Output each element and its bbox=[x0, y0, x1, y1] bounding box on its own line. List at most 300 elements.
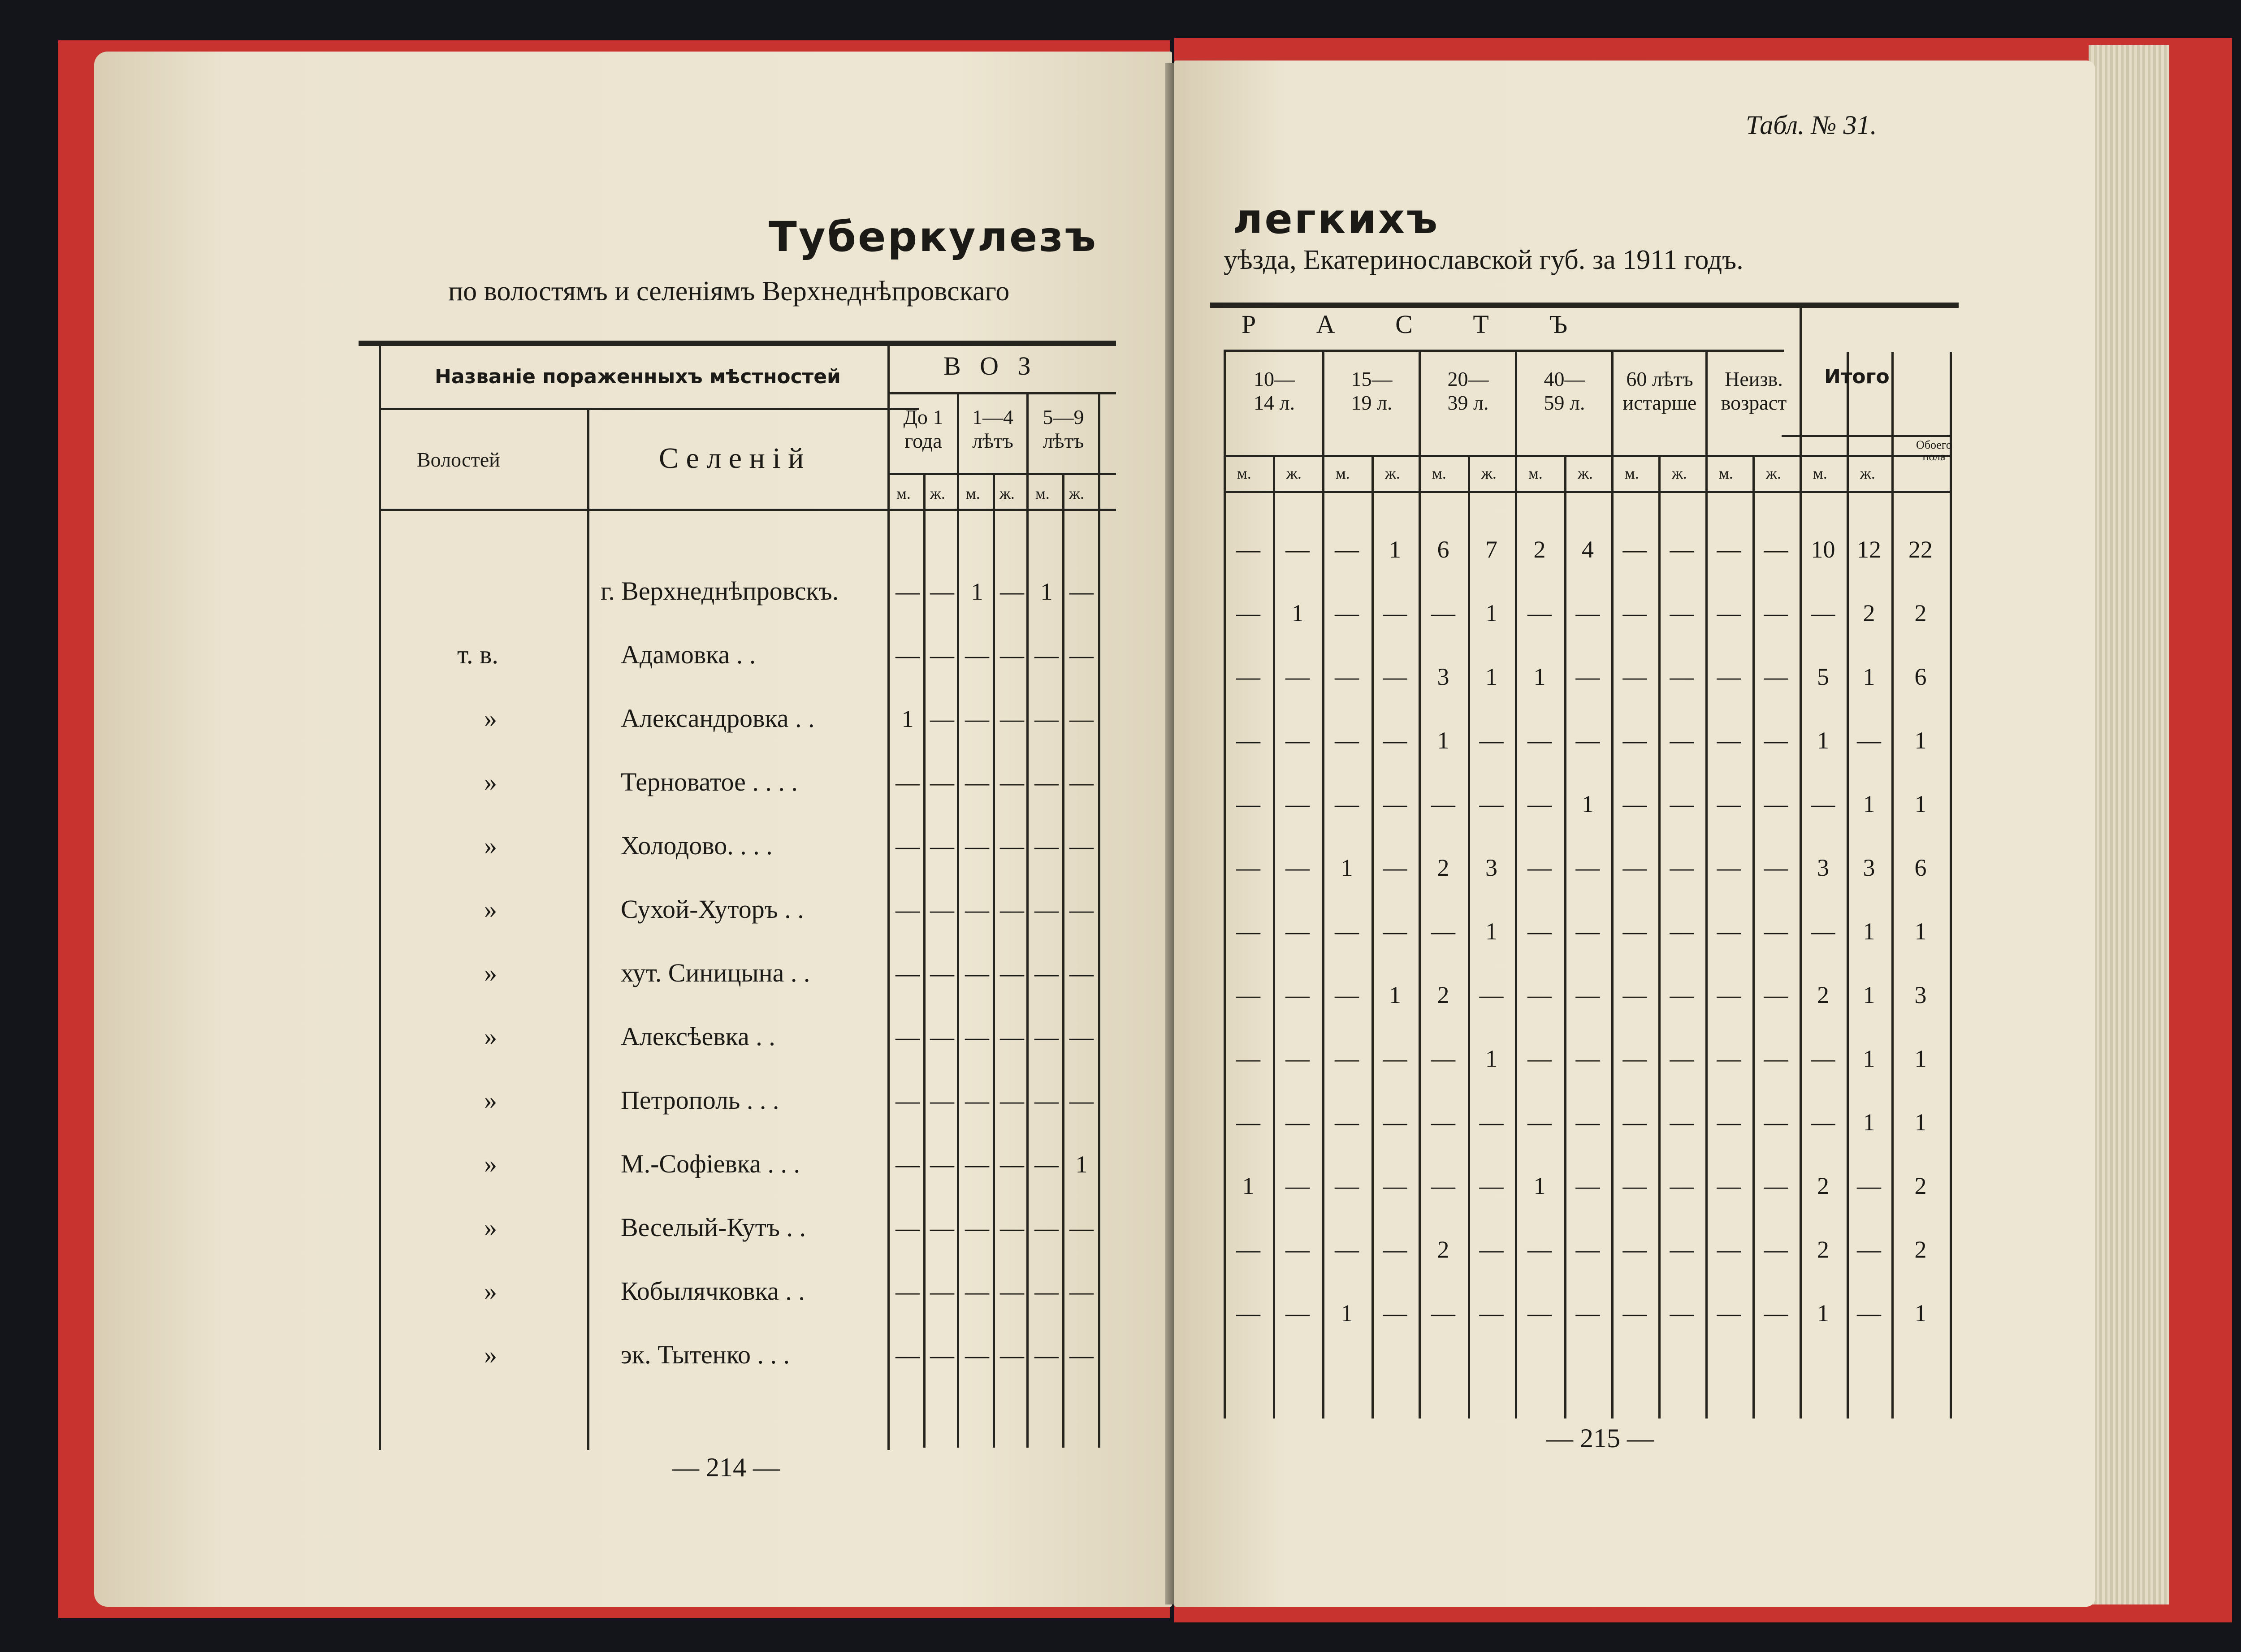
value-cell: — bbox=[1622, 536, 1647, 563]
total-cell: — bbox=[1811, 600, 1835, 627]
value-cell: 1 bbox=[1485, 1045, 1497, 1072]
value-cell: — bbox=[1335, 600, 1359, 627]
value-cell: — bbox=[930, 1087, 954, 1114]
value-cell: — bbox=[930, 896, 954, 923]
value-cell: — bbox=[1717, 854, 1741, 881]
total-cell: 1 bbox=[1863, 663, 1875, 690]
value-cell: — bbox=[1670, 727, 1694, 754]
value-cell: — bbox=[965, 833, 989, 860]
value-cell: — bbox=[1764, 1109, 1788, 1136]
value-cell: 1 bbox=[971, 578, 983, 605]
value-cell: — bbox=[1236, 1300, 1260, 1327]
sex-label: ж. bbox=[1578, 464, 1593, 482]
value-cell: — bbox=[1670, 854, 1694, 881]
value-cell: — bbox=[1431, 1172, 1455, 1199]
village-cell: Адамовка . . bbox=[621, 640, 756, 669]
value-cell: — bbox=[1335, 1109, 1359, 1136]
volost-cell: » bbox=[484, 1022, 497, 1051]
value-cell: — bbox=[1764, 1236, 1788, 1263]
value-cell: — bbox=[896, 1024, 920, 1051]
value-cell: — bbox=[1069, 578, 1094, 605]
value-cell: — bbox=[896, 1342, 920, 1369]
value-cell: 1 bbox=[1437, 727, 1449, 754]
page-edges bbox=[2089, 45, 2169, 1604]
value-cell: — bbox=[1285, 982, 1310, 1008]
value-cell: — bbox=[1527, 1109, 1552, 1136]
value-cell: — bbox=[1000, 896, 1024, 923]
value-cell: — bbox=[896, 1278, 920, 1305]
value-cell: — bbox=[1717, 727, 1741, 754]
header-age-col-1: 15— 19 л. bbox=[1351, 368, 1393, 414]
page-subtitle-continued: уѣзда, Екатеринославской губ. за 1911 годъ. bbox=[1224, 245, 1743, 275]
sex-label: м. bbox=[1237, 464, 1251, 482]
value-cell: — bbox=[1069, 1024, 1094, 1051]
value-cell: — bbox=[896, 1087, 920, 1114]
value-cell: — bbox=[1383, 918, 1407, 945]
value-cell: 1 bbox=[1389, 536, 1401, 563]
value-cell: — bbox=[1479, 1236, 1504, 1263]
value-cell: — bbox=[1622, 727, 1647, 754]
total-cell: 2 bbox=[1817, 1236, 1829, 1263]
value-cell: — bbox=[1717, 1109, 1741, 1136]
value-cell: 1 bbox=[1485, 600, 1497, 627]
value-cell: — bbox=[1527, 1300, 1552, 1327]
value-cell: — bbox=[1335, 727, 1359, 754]
header-age-suffix: Р А С Т Ъ bbox=[1242, 310, 1595, 339]
value-cell: — bbox=[1717, 982, 1741, 1008]
value-cell: — bbox=[1000, 1278, 1024, 1305]
value-cell: — bbox=[1000, 1215, 1024, 1241]
sex-label: м. bbox=[1813, 464, 1827, 482]
value-cell: — bbox=[1000, 1024, 1024, 1051]
value-cell: — bbox=[1285, 1045, 1310, 1072]
village-cell: М.-Софiевка . . . bbox=[621, 1149, 800, 1178]
value-cell: — bbox=[1479, 791, 1504, 817]
total-cell: 2 bbox=[1863, 600, 1875, 627]
value-cell: 1 bbox=[1485, 918, 1497, 945]
value-cell: — bbox=[1000, 642, 1024, 669]
value-cell: — bbox=[1527, 918, 1552, 945]
village-cell: хут. Синицына . . bbox=[621, 958, 810, 987]
value-cell: — bbox=[930, 1215, 954, 1241]
value-cell: 4 bbox=[1582, 536, 1594, 563]
table-top-rule bbox=[359, 341, 1116, 346]
header-age-col-2: 5—9 лѣтъ bbox=[1043, 406, 1084, 452]
value-cell: — bbox=[1034, 1024, 1059, 1051]
value-cell: — bbox=[1764, 918, 1788, 945]
value-cell: — bbox=[896, 960, 920, 987]
page-title-continued: легкихъ bbox=[1233, 195, 1440, 243]
total-cell: 6 bbox=[1914, 854, 1927, 881]
header-age-col-0: 10— 14 л. bbox=[1254, 368, 1295, 414]
value-cell: — bbox=[1000, 705, 1024, 732]
value-cell: — bbox=[1285, 791, 1310, 817]
total-cell: — bbox=[1811, 791, 1835, 817]
value-cell: 1 bbox=[1341, 854, 1353, 881]
village-cell: Веселый-Кутъ . . bbox=[621, 1213, 806, 1242]
value-cell: — bbox=[1285, 663, 1310, 690]
value-cell: — bbox=[1764, 600, 1788, 627]
volost-cell: » bbox=[484, 1213, 497, 1242]
value-cell: — bbox=[1034, 1342, 1059, 1369]
value-cell: — bbox=[930, 642, 954, 669]
value-cell: — bbox=[1575, 982, 1600, 1008]
value-cell: — bbox=[1527, 1045, 1552, 1072]
total-cell: 1 bbox=[1863, 791, 1875, 817]
total-cell: 2 bbox=[1817, 982, 1829, 1008]
value-cell: — bbox=[1000, 578, 1024, 605]
value-cell: — bbox=[1527, 854, 1552, 881]
value-cell: — bbox=[1236, 854, 1260, 881]
header-age-col-3: 40— 59 л. bbox=[1544, 368, 1585, 414]
value-cell: — bbox=[1764, 1172, 1788, 1199]
value-cell: — bbox=[1034, 960, 1059, 987]
value-cell: — bbox=[896, 833, 920, 860]
left-page bbox=[94, 52, 1172, 1607]
village-cell: Сухой-Хуторъ . . bbox=[621, 895, 804, 924]
value-cell: — bbox=[1717, 1172, 1741, 1199]
value-cell: — bbox=[1383, 1236, 1407, 1263]
value-cell: — bbox=[1034, 769, 1059, 796]
value-cell: — bbox=[930, 1024, 954, 1051]
value-cell: — bbox=[1069, 833, 1094, 860]
value-cell: — bbox=[1431, 918, 1455, 945]
volost-cell: т. в. bbox=[457, 640, 498, 669]
total-cell: 1 bbox=[1863, 1109, 1875, 1136]
value-cell: — bbox=[1236, 982, 1260, 1008]
value-cell: — bbox=[965, 642, 989, 669]
volost-cell: » bbox=[484, 704, 497, 733]
value-cell: — bbox=[896, 769, 920, 796]
value-cell: — bbox=[1069, 1087, 1094, 1114]
value-cell: — bbox=[1000, 833, 1024, 860]
value-cell: — bbox=[1717, 536, 1741, 563]
total-cell: — bbox=[1857, 727, 1881, 754]
value-cell: — bbox=[896, 896, 920, 923]
value-cell: — bbox=[1670, 536, 1694, 563]
value-cell: — bbox=[1764, 791, 1788, 817]
value-cell: — bbox=[930, 833, 954, 860]
table-top-rule bbox=[1210, 303, 1959, 308]
value-cell: — bbox=[1383, 727, 1407, 754]
value-cell: — bbox=[1000, 960, 1024, 987]
total-cell: 3 bbox=[1914, 982, 1927, 1008]
value-cell: — bbox=[1034, 1151, 1059, 1178]
value-cell: — bbox=[1670, 1300, 1694, 1327]
sex-label: ж. bbox=[1385, 464, 1400, 482]
village-cell: г. Верхнеднѣпровскъ. bbox=[601, 576, 839, 605]
value-cell: — bbox=[1670, 1109, 1694, 1136]
value-cell: — bbox=[1285, 1236, 1310, 1263]
total-cell: 1 bbox=[1914, 791, 1927, 817]
value-cell: — bbox=[1000, 769, 1024, 796]
value-cell: — bbox=[1335, 1236, 1359, 1263]
value-cell: — bbox=[1622, 982, 1647, 1008]
total-cell: 1 bbox=[1863, 982, 1875, 1008]
value-cell: — bbox=[1034, 642, 1059, 669]
village-cell: Терноватое . . . . bbox=[621, 767, 798, 796]
sex-label: ж. bbox=[1672, 464, 1687, 482]
value-cell: — bbox=[1527, 1236, 1552, 1263]
value-cell: — bbox=[1764, 982, 1788, 1008]
village-cell: Холодово. . . . bbox=[621, 831, 773, 860]
value-cell: — bbox=[1527, 727, 1552, 754]
value-cell: — bbox=[930, 705, 954, 732]
value-cell: — bbox=[896, 578, 920, 605]
value-cell: — bbox=[1069, 705, 1094, 732]
value-cell: — bbox=[1383, 1172, 1407, 1199]
value-cell: — bbox=[930, 960, 954, 987]
value-cell: — bbox=[1431, 1045, 1455, 1072]
value-cell: — bbox=[1670, 1236, 1694, 1263]
value-cell: — bbox=[1431, 1109, 1455, 1136]
value-cell: — bbox=[1069, 1342, 1094, 1369]
total-cell: 1 bbox=[1914, 727, 1927, 754]
sex-label: ж. bbox=[1860, 464, 1875, 482]
value-cell: — bbox=[1335, 663, 1359, 690]
total-cell: 2 bbox=[1914, 1172, 1927, 1199]
value-cell: — bbox=[1717, 1045, 1741, 1072]
value-cell: — bbox=[1717, 918, 1741, 945]
value-cell: 2 bbox=[1437, 1236, 1449, 1263]
total-cell: 12 bbox=[1857, 536, 1881, 563]
value-cell: — bbox=[1479, 1109, 1504, 1136]
value-cell: 1 bbox=[1291, 600, 1304, 627]
volost-cell: » bbox=[484, 958, 497, 987]
value-cell: — bbox=[930, 1151, 954, 1178]
value-cell: — bbox=[1383, 791, 1407, 817]
value-cell: — bbox=[1034, 1215, 1059, 1241]
value-cell: — bbox=[1622, 663, 1647, 690]
sex-label: м. bbox=[896, 484, 911, 502]
value-cell: 1 bbox=[1389, 982, 1401, 1008]
volost-cell: » bbox=[484, 767, 497, 796]
header-places: Названiе пораженныхъ мѣстностей bbox=[435, 365, 841, 388]
value-cell: — bbox=[1285, 854, 1310, 881]
value-cell: — bbox=[1431, 1300, 1455, 1327]
value-cell: — bbox=[1285, 1172, 1310, 1199]
value-cell: 6 bbox=[1437, 536, 1449, 563]
value-cell: — bbox=[1575, 918, 1600, 945]
village-cell: Кобылячковка . . bbox=[621, 1276, 805, 1306]
value-cell: — bbox=[1764, 727, 1788, 754]
header-total: Итого bbox=[1824, 365, 1890, 388]
value-cell: — bbox=[1383, 854, 1407, 881]
value-cell: — bbox=[1285, 918, 1310, 945]
total-cell: 2 bbox=[1817, 1172, 1829, 1199]
total-cell: 1 bbox=[1863, 918, 1875, 945]
value-cell: — bbox=[1622, 854, 1647, 881]
value-cell: — bbox=[1236, 600, 1260, 627]
value-cell: — bbox=[1575, 663, 1600, 690]
value-cell: — bbox=[896, 1151, 920, 1178]
volost-cell: » bbox=[484, 1085, 497, 1115]
sex-label: м. bbox=[1035, 484, 1050, 502]
sex-label: ж. bbox=[1069, 484, 1084, 502]
value-cell: — bbox=[1335, 536, 1359, 563]
value-cell: — bbox=[1575, 727, 1600, 754]
value-cell: — bbox=[1670, 918, 1694, 945]
value-cell: — bbox=[1764, 854, 1788, 881]
total-cell: 1 bbox=[1914, 1045, 1927, 1072]
value-cell: — bbox=[1335, 918, 1359, 945]
value-cell: — bbox=[1575, 600, 1600, 627]
sex-label: м. bbox=[1625, 464, 1639, 482]
value-cell: — bbox=[1236, 918, 1260, 945]
value-cell: — bbox=[1236, 1236, 1260, 1263]
value-cell: — bbox=[1764, 1300, 1788, 1327]
total-cell: 3 bbox=[1817, 854, 1829, 881]
value-cell: — bbox=[1069, 960, 1094, 987]
value-cell: — bbox=[1236, 727, 1260, 754]
value-cell: — bbox=[965, 1024, 989, 1051]
total-cell: 6 bbox=[1914, 663, 1927, 690]
value-cell: — bbox=[896, 642, 920, 669]
sex-label: м. bbox=[1719, 464, 1733, 482]
value-cell: 1 bbox=[1075, 1151, 1088, 1178]
total-cell: 2 bbox=[1914, 1236, 1927, 1263]
value-cell: — bbox=[1034, 1278, 1059, 1305]
village-cell: Петрополь . . . bbox=[621, 1085, 779, 1115]
value-cell: — bbox=[1575, 1109, 1600, 1136]
value-cell: — bbox=[930, 1278, 954, 1305]
sex-label: м. bbox=[1432, 464, 1446, 482]
sex-label: ж. bbox=[1286, 464, 1302, 482]
value-cell: — bbox=[965, 1087, 989, 1114]
total-cell: 10 bbox=[1811, 536, 1835, 563]
total-cell: 1 bbox=[1817, 1300, 1829, 1327]
value-cell: — bbox=[965, 1215, 989, 1241]
value-cell: — bbox=[930, 578, 954, 605]
value-cell: — bbox=[1236, 663, 1260, 690]
value-cell: 1 bbox=[1582, 791, 1594, 817]
value-cell: 7 bbox=[1485, 536, 1497, 563]
sex-label: ж. bbox=[1766, 464, 1781, 482]
value-cell: — bbox=[1383, 1300, 1407, 1327]
value-cell: 3 bbox=[1437, 663, 1449, 690]
total-cell: 2 bbox=[1914, 600, 1927, 627]
value-cell: — bbox=[1383, 600, 1407, 627]
value-cell: 1 bbox=[1341, 1300, 1353, 1327]
value-cell: — bbox=[1069, 769, 1094, 796]
value-cell: 1 bbox=[901, 705, 914, 732]
value-cell: — bbox=[1335, 982, 1359, 1008]
value-cell: 1 bbox=[1242, 1172, 1255, 1199]
total-cell: 1 bbox=[1914, 1109, 1927, 1136]
value-cell: 2 bbox=[1437, 982, 1449, 1008]
value-cell: — bbox=[1034, 896, 1059, 923]
value-cell: — bbox=[1000, 1087, 1024, 1114]
value-cell: — bbox=[1285, 536, 1310, 563]
value-cell: — bbox=[1335, 1045, 1359, 1072]
value-cell: 2 bbox=[1437, 854, 1449, 881]
value-cell: — bbox=[1527, 791, 1552, 817]
sex-label: м. bbox=[1336, 464, 1350, 482]
village-cell: эк. Тытенко . . . bbox=[621, 1340, 790, 1369]
value-cell: — bbox=[1670, 1045, 1694, 1072]
total-cell: — bbox=[1857, 1300, 1881, 1327]
value-cell: — bbox=[965, 1151, 989, 1178]
value-cell: — bbox=[1575, 1172, 1600, 1199]
value-cell: — bbox=[1034, 1087, 1059, 1114]
value-cell: — bbox=[965, 896, 989, 923]
value-cell: — bbox=[1622, 918, 1647, 945]
sex-label: ж. bbox=[1481, 464, 1497, 482]
sex-label: м. bbox=[1528, 464, 1543, 482]
value-cell: — bbox=[1000, 1151, 1024, 1178]
value-cell: — bbox=[1000, 1342, 1024, 1369]
value-cell: — bbox=[1670, 982, 1694, 1008]
value-cell: — bbox=[1527, 600, 1552, 627]
table-number: Табл. № 31. bbox=[1746, 110, 1877, 140]
value-cell: — bbox=[1034, 833, 1059, 860]
value-cell: — bbox=[1479, 727, 1504, 754]
value-cell: — bbox=[1335, 791, 1359, 817]
volost-cell: » bbox=[484, 1340, 497, 1369]
value-cell: — bbox=[1236, 791, 1260, 817]
value-cell: — bbox=[1670, 791, 1694, 817]
value-cell: — bbox=[1622, 600, 1647, 627]
value-cell: — bbox=[1622, 791, 1647, 817]
value-cell: — bbox=[1431, 600, 1455, 627]
value-cell: — bbox=[965, 769, 989, 796]
value-cell: — bbox=[1575, 1236, 1600, 1263]
value-cell: — bbox=[965, 1342, 989, 1369]
value-cell: — bbox=[1069, 1215, 1094, 1241]
total-cell: 1 bbox=[1914, 918, 1927, 945]
sex-label: ж. bbox=[999, 484, 1015, 502]
volost-cell: » bbox=[484, 1276, 497, 1306]
value-cell: — bbox=[1764, 536, 1788, 563]
village-cell: Алексѣевка . . bbox=[621, 1022, 775, 1051]
total-cell: — bbox=[1811, 918, 1835, 945]
total-cell: — bbox=[1857, 1236, 1881, 1263]
value-cell: — bbox=[1383, 1109, 1407, 1136]
header-age-col-1: 1—4 лѣтъ bbox=[972, 406, 1013, 452]
value-cell: — bbox=[1717, 600, 1741, 627]
sex-label: ж. bbox=[930, 484, 945, 502]
total-cell: 22 bbox=[1908, 536, 1933, 563]
value-cell: — bbox=[1383, 663, 1407, 690]
header-selo: С е л е н i й bbox=[659, 442, 804, 475]
value-cell: — bbox=[1431, 791, 1455, 817]
header-both-sexes: Обоего пола bbox=[1916, 438, 1952, 463]
value-cell: 3 bbox=[1485, 854, 1497, 881]
total-cell: — bbox=[1811, 1109, 1835, 1136]
value-cell: — bbox=[1717, 1236, 1741, 1263]
header-age-col-0: До 1 года bbox=[903, 406, 943, 452]
village-cell: Александровка . . bbox=[621, 704, 815, 733]
value-cell: — bbox=[1479, 982, 1504, 1008]
total-cell: — bbox=[1857, 1172, 1881, 1199]
total-cell: 1 bbox=[1863, 1045, 1875, 1072]
total-cell: 1 bbox=[1817, 727, 1829, 754]
value-cell: — bbox=[1764, 663, 1788, 690]
value-cell: — bbox=[930, 1342, 954, 1369]
value-cell: — bbox=[1622, 1236, 1647, 1263]
header-age-col-4: 60 лѣтъ истарше bbox=[1622, 368, 1697, 414]
value-cell: — bbox=[1527, 982, 1552, 1008]
total-cell: — bbox=[1811, 1045, 1835, 1072]
value-cell: — bbox=[930, 769, 954, 796]
value-cell: — bbox=[1383, 1045, 1407, 1072]
total-cell: 3 bbox=[1863, 854, 1875, 881]
value-cell: — bbox=[1622, 1300, 1647, 1327]
header-age-col-2: 20— 39 л. bbox=[1447, 368, 1489, 414]
value-cell: — bbox=[1285, 727, 1310, 754]
value-cell: — bbox=[1069, 642, 1094, 669]
value-cell: — bbox=[1236, 1045, 1260, 1072]
